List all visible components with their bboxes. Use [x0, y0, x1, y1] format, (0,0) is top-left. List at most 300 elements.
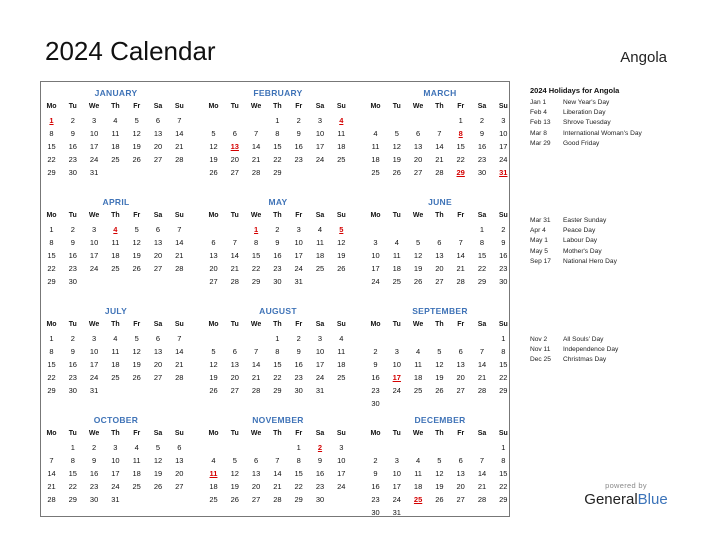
- month-june: [365, 193, 515, 293]
- day-cell: 19: [153, 469, 163, 478]
- holiday-name: Mother's Day: [563, 247, 602, 255]
- day-cell: 22: [499, 482, 508, 491]
- day-cell: 18: [209, 482, 218, 491]
- weekday-label: Sa: [315, 212, 325, 219]
- holiday-day-cell: 2: [317, 443, 323, 452]
- day-cell: 4: [416, 347, 421, 356]
- day-cell: 1: [49, 334, 54, 343]
- weekday-label: Fr: [295, 103, 303, 110]
- day-cell: 17: [315, 142, 325, 151]
- day-cell: 23: [273, 264, 282, 273]
- day-cell: 23: [371, 386, 380, 395]
- week-row: [41, 168, 191, 181]
- day-cell: 23: [68, 155, 77, 164]
- holiday-row: [530, 227, 700, 237]
- day-cell: 2: [296, 334, 301, 343]
- day-cell: 12: [230, 469, 239, 478]
- day-cell: 15: [499, 360, 508, 369]
- weekday-label: Th: [435, 430, 444, 437]
- day-cell: 26: [435, 495, 444, 504]
- day-cell: 30: [294, 386, 303, 395]
- brand-name: [583, 491, 669, 508]
- day-cell: 24: [499, 155, 508, 164]
- day-cell: 4: [113, 334, 118, 343]
- day-cell: 14: [435, 142, 444, 151]
- weekday-label: Fr: [457, 430, 465, 437]
- day-cell: 29: [477, 277, 487, 286]
- week-row: [365, 238, 515, 251]
- day-cell: 17: [315, 360, 325, 369]
- day-cell: 27: [153, 264, 163, 273]
- day-cell: 9: [296, 347, 301, 356]
- day-cell: 20: [413, 155, 423, 164]
- weekday-label: Su: [336, 212, 346, 219]
- day-cell: 9: [373, 469, 378, 478]
- day-cell: 15: [456, 142, 465, 151]
- weekday-label: We: [250, 430, 262, 437]
- day-cell: 2: [70, 116, 75, 125]
- day-cell: 16: [68, 142, 77, 151]
- day-cell: 7: [177, 116, 182, 125]
- day-cell: 9: [501, 238, 506, 247]
- month-august: [203, 302, 353, 402]
- day-cell: 9: [479, 129, 485, 138]
- holiday-date: Sep 17: [530, 257, 551, 265]
- week-row: [365, 225, 515, 238]
- day-cell: 21: [230, 264, 239, 273]
- day-cell: 8: [49, 129, 54, 138]
- holiday-date: Dec 25: [530, 356, 551, 364]
- weekday-label: Fr: [295, 321, 303, 328]
- day-cell: 18: [337, 360, 346, 369]
- day-cell: 19: [435, 482, 444, 491]
- day-cell: 25: [111, 264, 120, 273]
- day-cell: 8: [49, 347, 54, 356]
- day-cell: 25: [337, 373, 346, 382]
- day-cell: 3: [317, 334, 323, 343]
- holiday-day-cell: 13: [230, 142, 239, 151]
- weekday-label: Th: [435, 212, 444, 219]
- weekday-label: Sa: [153, 212, 163, 219]
- day-cell: 26: [132, 155, 141, 164]
- day-cell: 16: [477, 142, 487, 151]
- day-cell: 8: [70, 456, 75, 465]
- day-cell: 13: [456, 469, 465, 478]
- day-cell: 5: [134, 334, 139, 343]
- weekday-label: Tu: [68, 321, 77, 328]
- holiday-row: [530, 258, 700, 268]
- weekday-label: We: [412, 103, 424, 110]
- day-cell: 13: [435, 251, 444, 260]
- weekday-header: [41, 321, 191, 333]
- day-cell: 15: [251, 251, 261, 260]
- holiday-date: Jan 1: [530, 99, 547, 106]
- month-september: [365, 302, 515, 408]
- weekday-label: Th: [111, 103, 120, 110]
- week-row: [365, 129, 515, 142]
- day-cell: 28: [456, 277, 465, 286]
- day-cell: 29: [251, 277, 261, 286]
- weekday-header: [365, 430, 515, 442]
- day-cell: 26: [209, 168, 218, 177]
- week-row: [203, 386, 353, 399]
- day-cell: 28: [47, 495, 56, 504]
- day-cell: 21: [477, 373, 487, 382]
- day-cell: 17: [294, 251, 303, 260]
- week-row: [203, 238, 353, 251]
- day-cell: 19: [132, 360, 141, 369]
- day-cell: 27: [153, 155, 163, 164]
- week-row: [365, 168, 515, 181]
- day-cell: 4: [113, 116, 118, 125]
- day-cell: 8: [254, 238, 259, 247]
- day-cell: 6: [437, 238, 442, 247]
- day-cell: 3: [339, 443, 344, 452]
- day-cell: 13: [413, 142, 423, 151]
- day-cell: 2: [373, 456, 378, 465]
- weekday-label: We: [88, 212, 100, 219]
- week-row: [41, 386, 191, 399]
- weekday-label: Su: [498, 103, 508, 110]
- holiday-name: Christmas Day: [563, 356, 607, 364]
- day-cell: 24: [111, 482, 120, 491]
- day-cell: 16: [89, 469, 99, 478]
- day-cell: 22: [456, 155, 465, 164]
- holiday-row: [530, 140, 700, 150]
- weekday-label: Tu: [230, 321, 239, 328]
- week-row: [41, 495, 191, 508]
- week-row: [365, 443, 515, 456]
- week-row: [203, 264, 353, 277]
- holiday-day-cell: 1: [254, 225, 259, 234]
- day-cell: 22: [499, 373, 508, 382]
- weekday-label: Su: [498, 321, 508, 328]
- week-row: [203, 277, 353, 290]
- day-cell: 29: [273, 386, 282, 395]
- month-name: JANUARY: [94, 88, 138, 98]
- weekday-label: Mo: [46, 103, 57, 110]
- weekday-header: [203, 212, 353, 224]
- day-cell: 8: [49, 238, 54, 247]
- week-row: [365, 386, 515, 399]
- day-cell: 4: [416, 456, 421, 465]
- day-cell: 26: [230, 495, 239, 504]
- day-cell: 22: [47, 373, 56, 382]
- week-row: [365, 495, 515, 508]
- day-cell: 21: [175, 251, 184, 260]
- day-cell: 20: [153, 251, 163, 260]
- weekday-label: Mo: [370, 321, 381, 328]
- weekday-label: We: [250, 212, 262, 219]
- week-row: [41, 443, 191, 456]
- weekday-label: Su: [174, 321, 184, 328]
- month-april: [41, 193, 191, 293]
- weekday-label: Sa: [315, 430, 325, 437]
- weekday-label: Su: [336, 430, 346, 437]
- weekday-label: Fr: [133, 103, 141, 110]
- day-cell: 16: [315, 469, 325, 478]
- month-name: APRIL: [102, 197, 130, 207]
- day-cell: 24: [315, 155, 325, 164]
- day-cell: 11: [111, 238, 120, 247]
- week-row: [41, 142, 191, 155]
- day-cell: 10: [89, 238, 99, 247]
- weekday-label: Tu: [392, 103, 401, 110]
- day-cell: 23: [315, 482, 325, 491]
- day-cell: 29: [499, 495, 508, 504]
- weekday-label: Tu: [68, 212, 77, 219]
- weekday-label: Tu: [392, 430, 401, 437]
- day-cell: 1: [70, 443, 75, 452]
- day-cell: 24: [337, 482, 346, 491]
- day-cell: 14: [251, 360, 261, 369]
- day-cell: 25: [209, 495, 218, 504]
- week-row: [365, 469, 515, 482]
- holiday-day-cell: 4: [113, 225, 118, 234]
- day-cell: 14: [230, 251, 239, 260]
- week-row: [41, 360, 191, 373]
- day-cell: 6: [211, 238, 216, 247]
- weekday-label: Th: [273, 430, 282, 437]
- day-cell: 22: [68, 482, 77, 491]
- week-row: [203, 495, 353, 508]
- day-cell: 7: [232, 238, 237, 247]
- day-cell: 10: [89, 347, 99, 356]
- day-cell: 31: [89, 168, 99, 177]
- day-cell: 26: [132, 264, 141, 273]
- week-row: [365, 251, 515, 264]
- weekday-label: Th: [111, 321, 120, 328]
- week-row: [365, 373, 515, 386]
- weekday-label: Su: [498, 212, 508, 219]
- weekday-header: [365, 103, 515, 115]
- day-cell: 23: [499, 264, 508, 273]
- day-cell: 12: [132, 129, 141, 138]
- day-cell: 13: [251, 469, 261, 478]
- day-cell: 11: [414, 360, 422, 369]
- holiday-date: Mar 8: [530, 129, 547, 137]
- day-cell: 22: [273, 155, 282, 164]
- day-cell: 19: [435, 373, 444, 382]
- day-cell: 30: [315, 495, 325, 504]
- weekday-label: We: [88, 430, 100, 437]
- day-cell: 16: [68, 251, 77, 260]
- day-cell: 10: [392, 469, 401, 478]
- day-cell: 8: [275, 347, 280, 356]
- day-cell: 13: [209, 251, 218, 260]
- day-cell: 25: [315, 264, 325, 273]
- day-cell: 2: [275, 225, 280, 234]
- day-cell: 14: [273, 469, 282, 478]
- day-cell: 14: [175, 129, 184, 138]
- day-cell: 23: [68, 264, 77, 273]
- day-cell: 22: [273, 373, 282, 382]
- day-cell: 17: [337, 469, 346, 478]
- day-cell: 18: [111, 360, 120, 369]
- month-name: OCTOBER: [93, 415, 139, 425]
- day-cell: 19: [209, 155, 218, 164]
- day-cell: 19: [132, 142, 141, 151]
- day-cell: 15: [47, 360, 56, 369]
- day-cell: 20: [175, 469, 184, 478]
- day-cell: 3: [373, 238, 378, 247]
- holiday-day-cell: 4: [339, 116, 344, 125]
- weekday-label: Su: [498, 430, 508, 437]
- day-cell: 6: [416, 129, 421, 138]
- day-cell: 9: [70, 347, 75, 356]
- day-cell: 15: [273, 142, 282, 151]
- day-cell: 20: [251, 482, 261, 491]
- day-cell: 3: [394, 347, 399, 356]
- day-cell: 15: [47, 251, 56, 260]
- weekday-label: Mo: [46, 321, 57, 328]
- day-cell: 27: [153, 373, 163, 382]
- day-cell: 28: [435, 168, 444, 177]
- day-cell: 10: [499, 129, 508, 138]
- holiday-group: [530, 99, 700, 150]
- day-cell: 1: [275, 334, 280, 343]
- day-cell: 17: [89, 360, 99, 369]
- day-cell: 29: [68, 495, 77, 504]
- day-cell: 1: [49, 225, 54, 234]
- month-december: [365, 411, 515, 517]
- weekday-header: [41, 430, 191, 442]
- week-row: [365, 116, 515, 129]
- day-cell: 27: [230, 168, 239, 177]
- week-row: [41, 373, 191, 386]
- week-row: [365, 508, 515, 521]
- day-cell: 7: [254, 129, 259, 138]
- day-cell: 2: [373, 347, 378, 356]
- day-cell: 5: [416, 238, 421, 247]
- day-cell: 23: [89, 482, 99, 491]
- weekday-label: Su: [174, 103, 184, 110]
- holiday-date: Apr 4: [530, 227, 546, 235]
- day-cell: 9: [70, 129, 75, 138]
- day-cell: 15: [273, 360, 282, 369]
- day-cell: 22: [294, 482, 303, 491]
- day-cell: 31: [315, 386, 325, 395]
- day-cell: 7: [479, 456, 485, 465]
- day-cell: 4: [134, 443, 139, 452]
- day-cell: 21: [273, 482, 282, 491]
- day-cell: 21: [435, 155, 444, 164]
- day-cell: 28: [477, 495, 487, 504]
- day-cell: 18: [111, 142, 120, 151]
- month-name: MAY: [268, 197, 288, 207]
- day-cell: 6: [458, 347, 463, 356]
- holiday-name: All Souls' Day: [563, 336, 604, 343]
- day-cell: 2: [92, 443, 97, 452]
- weekday-label: Fr: [457, 103, 465, 110]
- day-cell: 6: [458, 456, 463, 465]
- day-cell: 16: [68, 360, 77, 369]
- holiday-row: [530, 109, 700, 119]
- weekday-label: Th: [273, 103, 282, 110]
- day-cell: 14: [175, 347, 184, 356]
- holiday-row: [530, 130, 700, 140]
- day-cell: 15: [499, 469, 508, 478]
- day-cell: 28: [230, 277, 239, 286]
- weekday-label: Tu: [392, 321, 401, 328]
- day-cell: 28: [251, 168, 261, 177]
- holiday-name: Easter Sunday: [563, 217, 607, 224]
- day-cell: 28: [251, 386, 261, 395]
- day-cell: 3: [501, 116, 506, 125]
- month-july: [41, 302, 191, 402]
- month-january: [41, 84, 191, 184]
- day-cell: 18: [132, 469, 141, 478]
- day-cell: 10: [294, 238, 303, 247]
- day-cell: 20: [456, 482, 465, 491]
- weekday-label: Tu: [68, 430, 77, 437]
- weekday-label: Sa: [477, 321, 487, 328]
- holiday-row: [530, 99, 700, 109]
- month-march: [365, 84, 515, 184]
- day-cell: 12: [209, 360, 218, 369]
- weekday-label: Mo: [46, 430, 57, 437]
- day-cell: 20: [230, 373, 239, 382]
- week-row: [365, 142, 515, 155]
- month-november: [203, 411, 353, 511]
- holiday-day-cell: 31: [499, 168, 508, 177]
- day-cell: 6: [155, 116, 161, 125]
- day-cell: 9: [92, 456, 97, 465]
- day-cell: 3: [394, 456, 399, 465]
- day-cell: 29: [47, 386, 56, 395]
- weekday-label: Th: [111, 430, 120, 437]
- month-name: JULY: [104, 306, 128, 316]
- day-cell: 11: [371, 142, 380, 151]
- day-cell: 10: [315, 347, 325, 356]
- day-cell: 3: [92, 225, 97, 234]
- day-cell: 18: [371, 155, 380, 164]
- day-cell: 7: [177, 334, 182, 343]
- holiday-name: National Hero Day: [563, 257, 617, 265]
- day-cell: 18: [315, 251, 325, 260]
- weekday-label: Th: [273, 212, 282, 219]
- holiday-name: International Woman's Day: [563, 129, 642, 137]
- month-name: NOVEMBER: [252, 415, 304, 425]
- day-cell: 2: [70, 334, 75, 343]
- holiday-name: Shrove Tuesday: [563, 119, 611, 127]
- week-row: [203, 142, 353, 155]
- day-cell: 25: [111, 373, 120, 382]
- day-cell: 17: [89, 142, 99, 151]
- day-cell: 18: [111, 251, 120, 260]
- day-cell: 29: [47, 168, 56, 177]
- day-cell: 1: [275, 116, 280, 125]
- day-cell: 8: [479, 238, 485, 247]
- weekday-header: [41, 212, 191, 224]
- weekday-label: Sa: [477, 430, 487, 437]
- day-cell: 15: [477, 251, 487, 260]
- day-cell: 5: [437, 347, 442, 356]
- day-cell: 27: [175, 482, 184, 491]
- day-cell: 3: [317, 116, 323, 125]
- day-cell: 11: [337, 129, 346, 138]
- day-cell: 3: [113, 443, 118, 452]
- day-cell: 27: [456, 386, 465, 395]
- day-cell: 11: [392, 251, 401, 260]
- day-cell: 26: [435, 386, 444, 395]
- week-row: [41, 277, 191, 290]
- day-cell: 14: [456, 251, 465, 260]
- holiday-name: Labour Day: [563, 237, 598, 245]
- holiday-row: [530, 336, 700, 346]
- weekday-label: Sa: [153, 430, 163, 437]
- week-row: [203, 116, 353, 129]
